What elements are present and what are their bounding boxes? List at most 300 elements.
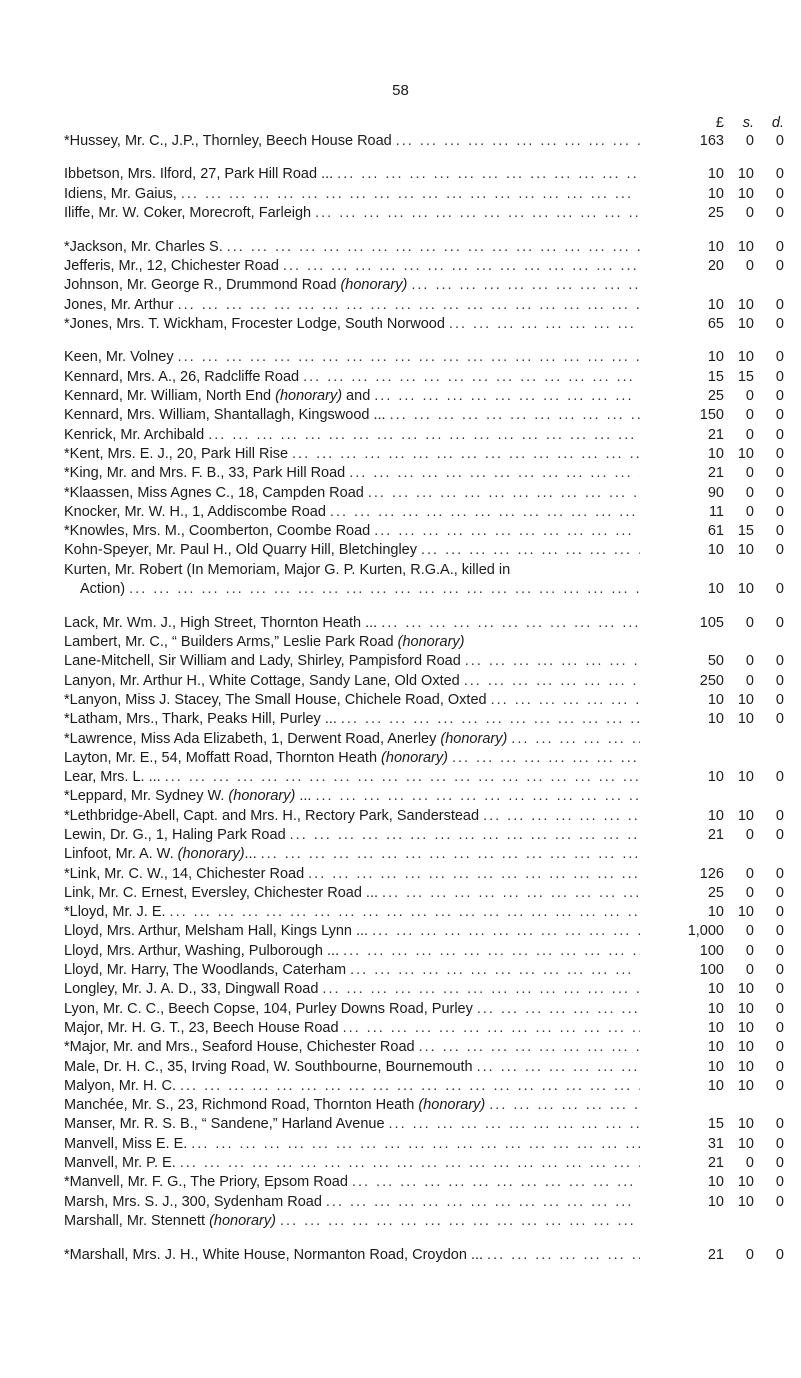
list-item <box>64 444 784 463</box>
entry-name: *Latham, Mrs., Thark, Peaks Hill, Purley ... <box>64 711 337 728</box>
amount <box>640 1194 784 1210</box>
pence-value: 0 <box>775 614 784 631</box>
shillings-value: 10 <box>737 1174 754 1191</box>
shillings-value: 0 <box>745 942 754 959</box>
pence-value: 0 <box>775 1116 784 1133</box>
entry-name: *Lawrence, Miss Ada Elizabeth, 1, Derwent Road, Anerley (honorary) <box>64 730 508 747</box>
amount <box>640 1174 784 1190</box>
amount <box>640 133 784 149</box>
leader-dots <box>315 788 640 804</box>
pence-header: d. <box>771 115 784 131</box>
amount <box>640 485 784 501</box>
leader-dots <box>382 885 640 901</box>
entry-name: Kennard, Mrs. A., 26, Radcliffe Road <box>64 368 300 385</box>
pounds-value: 10 <box>707 1019 724 1036</box>
pence-value: 0 <box>775 1077 784 1094</box>
entry-name: Manser, Mr. R. S. B., “ Sandene,” Harland Avenue <box>64 1116 385 1133</box>
shillings-value: 15 <box>737 523 754 540</box>
list-item <box>64 1018 784 1037</box>
amount <box>640 827 784 843</box>
pounds-value: 10 <box>707 769 724 786</box>
amount <box>640 923 784 939</box>
amount <box>640 1136 784 1152</box>
pence-value: 0 <box>775 368 784 385</box>
subscriber-list <box>64 111 784 1264</box>
list-item <box>64 767 784 786</box>
shillings-value: 10 <box>737 769 754 786</box>
pence-value: 0 <box>775 388 784 405</box>
pounds-value: 10 <box>707 904 724 921</box>
amount <box>640 186 784 202</box>
shillings-value: 10 <box>737 445 754 462</box>
shillings-value: 0 <box>745 484 754 501</box>
pounds-value: 21 <box>707 827 724 843</box>
honorary-note: (honorary) <box>228 788 296 805</box>
pence-value: 0 <box>775 962 784 979</box>
pence-value: 0 <box>775 349 784 366</box>
pounds-value: 10 <box>707 691 724 708</box>
leader-dots <box>343 1020 640 1036</box>
shillings-value: 0 <box>745 204 754 221</box>
list-item <box>64 825 784 844</box>
amount <box>640 962 784 978</box>
pence-value: 0 <box>775 407 784 424</box>
list-item <box>64 184 784 203</box>
pence-value: 0 <box>775 581 784 598</box>
leader-dots <box>170 904 640 920</box>
entry-name: Lambert, Mr. C., “ Builders Arms,” Leslie Park Road (honorary) <box>64 634 465 651</box>
amount <box>640 1001 784 1017</box>
list-item <box>64 406 784 425</box>
pounds-value: 21 <box>707 465 724 482</box>
leader-dots <box>349 465 640 481</box>
pence-value: 0 <box>775 1174 784 1191</box>
list-item <box>64 203 784 222</box>
leader-dots <box>303 369 640 385</box>
list-item <box>64 787 784 806</box>
leader-dots <box>372 923 640 939</box>
amount <box>640 349 784 365</box>
entry-name: Jefferis, Mr., 12, Chichester Road <box>64 257 279 274</box>
list-item <box>64 729 784 748</box>
shillings-value: 0 <box>745 465 754 482</box>
leader-dots <box>290 827 640 843</box>
pence-value: 0 <box>775 981 784 998</box>
pounds-value: 10 <box>707 542 724 559</box>
pounds-value: 90 <box>707 484 724 501</box>
pence-value: 0 <box>775 426 784 443</box>
amount <box>640 981 784 997</box>
pounds-value: 100 <box>699 942 724 959</box>
list-item <box>64 941 784 960</box>
entry-name: Malyon, Mr. H. C. <box>64 1077 176 1094</box>
pence-value: 0 <box>775 1019 784 1036</box>
pence-value: 0 <box>775 1135 784 1152</box>
leader-dots <box>322 981 640 997</box>
amount <box>640 581 784 597</box>
pence-value: 0 <box>775 465 784 482</box>
list-item <box>64 256 784 275</box>
amount <box>640 1039 784 1055</box>
pounds-value: 10 <box>707 445 724 462</box>
list-item <box>64 522 784 541</box>
pounds-value: 163 <box>699 132 724 149</box>
pounds-value: 10 <box>707 1039 724 1056</box>
entry-name: *Kent, Mrs. E. J., 20, Park Hill Rise <box>64 445 289 462</box>
entry-name: Lyon, Mr. C. C., Beech Copse, 104, Purley Downs Road, Purley <box>64 1000 473 1017</box>
pence-value: 0 <box>775 1039 784 1056</box>
pounds-value: 20 <box>707 257 724 274</box>
honorary-note: (honorary) <box>381 749 448 766</box>
honorary-note: (honorary) <box>340 277 408 294</box>
list-item <box>64 671 784 690</box>
leader-dots <box>489 1097 640 1113</box>
list-item <box>64 502 784 521</box>
pence-value: 0 <box>775 503 784 520</box>
pounds-value: 25 <box>707 884 724 901</box>
pounds-value: 1,000 <box>687 923 724 940</box>
shillings-value: 10 <box>737 904 754 921</box>
list-item <box>64 560 784 579</box>
leader-dots <box>374 523 640 539</box>
leader-dots <box>181 186 640 202</box>
entry-name: Iliffe, Mr. W. Coker, Morecroft, Farleigh <box>64 204 312 221</box>
amount <box>640 1247 784 1263</box>
pounds-value: 10 <box>707 1000 724 1017</box>
pounds-value: 10 <box>707 1058 724 1075</box>
entry-name: Kohn-Speyer, Mr. Paul H., Old Quarry Hill, Bletchingley <box>64 542 417 559</box>
pounds-value: 150 <box>699 407 724 424</box>
list-item <box>64 165 784 184</box>
leader-dots <box>368 485 640 501</box>
leader-dots <box>308 866 640 882</box>
pounds-value: 15 <box>707 1116 724 1133</box>
list-item <box>64 1211 784 1230</box>
leader-dots <box>208 427 640 443</box>
list-item <box>64 483 784 502</box>
shillings-value: 0 <box>745 614 754 631</box>
pence-value: 0 <box>775 904 784 921</box>
amount <box>640 205 784 221</box>
shillings-value: 0 <box>745 1155 754 1172</box>
list-item <box>64 1134 784 1153</box>
shillings-value: 0 <box>745 962 754 979</box>
leader-dots <box>477 1059 640 1075</box>
list-item <box>64 367 784 386</box>
entry-name: *King, Mr. and Mrs. F. B., 33, Park Hill Road <box>64 465 346 482</box>
list-item <box>64 1245 784 1264</box>
shillings-value: 10 <box>737 1058 754 1075</box>
list-item <box>64 999 784 1018</box>
pounds-value: 250 <box>699 672 724 689</box>
amount <box>640 388 784 404</box>
shillings-value: 0 <box>745 865 754 882</box>
leader-dots <box>165 769 640 785</box>
pounds-value: 11 <box>708 503 724 520</box>
shillings-value: 10 <box>737 238 754 255</box>
leader-dots <box>374 388 640 404</box>
entry-name: Lloyd, Mrs. Arthur, Washing, Pulborough ... <box>64 942 340 959</box>
amount <box>640 692 784 708</box>
entry-name: Kennard, Mrs. William, Shantallagh, Kingswood ... <box>64 407 386 424</box>
entry-name: Johnson, Mr. George R., Drummond Road (honorary) <box>64 277 408 294</box>
leader-dots <box>343 943 640 959</box>
pence-value: 0 <box>775 807 784 824</box>
entry-name: *Leppard, Mr. Sydney W. (honorary) ... <box>64 788 312 805</box>
pence-value: 0 <box>775 296 784 313</box>
list-item <box>64 806 784 825</box>
amount <box>640 653 784 669</box>
shillings-value: 0 <box>745 407 754 424</box>
shillings-value: 10 <box>737 296 754 313</box>
list-item <box>64 1173 784 1192</box>
leader-dots <box>449 316 640 332</box>
entry-name: *Lloyd, Mr. J. E. <box>64 904 166 921</box>
amount <box>640 166 784 182</box>
honorary-note: (honorary) <box>418 1097 486 1114</box>
pounds-value: 10 <box>707 1193 724 1210</box>
pence-value: 0 <box>775 672 784 689</box>
list-item <box>64 464 784 483</box>
leader-dots <box>227 239 640 255</box>
amount <box>640 465 784 481</box>
honorary-note: (honorary) <box>177 846 245 863</box>
list-item <box>64 579 784 598</box>
pounds-value: 105 <box>699 614 724 631</box>
leader-dots <box>180 1078 640 1094</box>
pence-value: 0 <box>775 238 784 255</box>
pence-value: 0 <box>775 942 784 959</box>
list-item <box>64 883 784 902</box>
leader-dots <box>280 1213 640 1229</box>
amount <box>640 316 784 332</box>
shillings-value: 10 <box>737 981 754 998</box>
list-item <box>64 1153 784 1172</box>
pence-value: 0 <box>775 132 784 149</box>
pounds-value: 10 <box>707 296 724 313</box>
pounds-value: 10 <box>707 581 724 598</box>
amount <box>640 1116 784 1132</box>
entry-name: Idiens, Mr. Gaius, <box>64 185 177 202</box>
entry-name: Male, Dr. H. C., 35, Irving Road, W. Southbourne, Bournemouth <box>64 1058 473 1075</box>
amount <box>640 866 784 882</box>
entry-name: Kurten, Mr. Robert (In Memoriam, Major G. P. Kurten, R.G.A., killed in <box>64 561 511 578</box>
entry-name: Major, Mr. H. G. T., 23, Beech House Road <box>64 1019 339 1036</box>
list-item <box>64 1076 784 1095</box>
pounds-value: 61 <box>707 523 724 540</box>
pounds-header: £ <box>715 115 724 131</box>
amount <box>640 239 784 255</box>
list-item <box>64 541 784 560</box>
pounds-value: 10 <box>707 1077 724 1094</box>
shillings-value: 15 <box>737 368 754 385</box>
honorary-note: (honorary) <box>397 634 465 651</box>
amount <box>640 369 784 385</box>
list-item <box>64 864 784 883</box>
pence-value: 0 <box>775 1246 784 1263</box>
pounds-value: 10 <box>707 1174 724 1191</box>
list-item <box>64 1057 784 1076</box>
entry-name: Link, Mr. C. Ernest, Eversley, Chichester Road ... <box>64 884 379 901</box>
leader-dots <box>180 1155 640 1171</box>
leader-dots <box>341 711 640 727</box>
pounds-value: 100 <box>699 962 724 979</box>
shillings-value: 10 <box>737 1019 754 1036</box>
entry-name: *Link, Mr. C. W., 14, Chichester Road <box>64 865 305 882</box>
list-item <box>64 613 784 632</box>
leader-dots <box>389 1116 640 1132</box>
shillings-value: 10 <box>737 1135 754 1152</box>
entry-name: Manchée, Mr. S., 23, Richmond Road, Thornton Heath (honorary) <box>64 1097 486 1114</box>
shillings-value: 10 <box>737 1000 754 1017</box>
pence-value: 0 <box>775 185 784 202</box>
shillings-value: 10 <box>737 185 754 202</box>
shillings-value: 0 <box>745 827 754 843</box>
pounds-value: 10 <box>707 807 724 824</box>
shillings-header: s. <box>742 115 754 131</box>
leader-dots <box>465 653 640 669</box>
shillings-value: 0 <box>745 653 754 670</box>
amount <box>640 673 784 689</box>
shillings-value: 0 <box>745 388 754 405</box>
pence-value: 0 <box>775 923 784 940</box>
entry-name: *Lethbridge-Abell, Capt. and Mrs. H., Rectory Park, Sanderstead <box>64 807 480 824</box>
leader-dots <box>411 277 640 293</box>
entry-name: Lloyd, Mr. Harry, The Woodlands, Caterham <box>64 962 347 979</box>
amount <box>640 297 784 313</box>
leader-dots <box>452 750 640 766</box>
entry-name: Lanyon, Mr. Arthur H., White Cottage, Sandy Lane, Old Oxted <box>64 672 460 689</box>
pence-value: 0 <box>775 204 784 221</box>
shillings-value: 0 <box>745 257 754 274</box>
amount <box>640 1059 784 1075</box>
entry-name: Action) <box>80 581 126 598</box>
leader-dots <box>483 808 640 824</box>
pounds-value: 10 <box>707 185 724 202</box>
list-item <box>64 710 784 729</box>
pounds-value: 65 <box>707 315 724 332</box>
pence-value: 0 <box>775 315 784 332</box>
leader-dots <box>464 673 640 689</box>
leader-dots <box>381 615 640 631</box>
entry-name: *Jackson, Mr. Charles S. <box>64 238 223 255</box>
entry-name: *Hussey, Mr. C., J.P., Thornley, Beech House Road <box>64 132 392 149</box>
shillings-value: 10 <box>737 711 754 728</box>
entry-name: *Marshall, Mrs. J. H., White House, Normanton Road, Croydon ... <box>64 1246 484 1263</box>
shillings-value: 10 <box>737 1116 754 1133</box>
amount <box>640 904 784 920</box>
entry-name: *Jones, Mrs. T. Wickham, Frocester Lodge, South Norwood <box>64 315 445 332</box>
leader-dots <box>491 692 640 708</box>
entry-name: *Klaassen, Miss Agnes C., 18, Campden Road <box>64 484 364 501</box>
leader-dots <box>178 349 640 365</box>
leader-dots <box>352 1174 640 1190</box>
pence-value: 0 <box>775 711 784 728</box>
pounds-value: 10 <box>707 981 724 998</box>
pounds-value: 50 <box>707 653 724 670</box>
entry-name: Kennard, Mr. William, North End (honorary) and <box>64 388 371 405</box>
pence-value: 0 <box>775 542 784 559</box>
pence-value: 0 <box>775 166 784 183</box>
leader-dots <box>330 504 640 520</box>
leader-dots <box>390 407 640 423</box>
pence-value: 0 <box>775 1000 784 1017</box>
list-item <box>64 295 784 314</box>
pounds-value: 25 <box>707 388 724 405</box>
shillings-value: 10 <box>737 315 754 332</box>
pounds-value: 10 <box>707 166 724 183</box>
shillings-value: 0 <box>745 1246 754 1263</box>
pence-value: 0 <box>775 769 784 786</box>
list-item <box>64 348 784 367</box>
amount <box>640 523 784 539</box>
list-item <box>64 1096 784 1115</box>
entry-name: Marsh, Mrs. S. J., 300, Sydenham Road <box>64 1193 322 1210</box>
leader-dots <box>477 1001 640 1017</box>
pence-value: 0 <box>775 523 784 540</box>
amount <box>640 885 784 901</box>
list-item <box>64 276 784 295</box>
entry-name: Keen, Mr. Volney <box>64 349 174 366</box>
shillings-value: 0 <box>745 923 754 940</box>
pounds-value: 25 <box>707 204 724 221</box>
entry-name: Manvell, Miss E. E. <box>64 1135 188 1152</box>
pounds-value: 10 <box>707 711 724 728</box>
leader-dots <box>350 962 640 978</box>
entry-name: Lear, Mrs. L. ... <box>64 769 161 786</box>
list-item <box>64 1192 784 1211</box>
entry-name: Kenrick, Mr. Archibald <box>64 426 205 443</box>
amount <box>640 407 784 423</box>
amount <box>640 1078 784 1094</box>
shillings-value: 10 <box>737 807 754 824</box>
leader-dots <box>419 1039 640 1055</box>
list-item <box>64 1115 784 1134</box>
entry-name: Jones, Mr. Arthur <box>64 296 174 313</box>
amount <box>640 615 784 631</box>
list-item <box>64 1038 784 1057</box>
amount <box>640 808 784 824</box>
pence-value: 0 <box>775 257 784 274</box>
honorary-note: (honorary) <box>275 388 343 405</box>
leader-dots <box>326 1194 640 1210</box>
entry-name: Ibbetson, Mrs. Ilford, 27, Park Hill Road ... <box>64 166 334 183</box>
leader-dots <box>283 258 640 274</box>
entry-name: Lack, Mr. Wm. J., High Street, Thornton Heath ... <box>64 614 378 631</box>
leader-dots <box>292 446 640 462</box>
shillings-value: 10 <box>737 166 754 183</box>
pounds-value: 31 <box>707 1135 724 1152</box>
leader-dots <box>511 731 640 747</box>
amount <box>640 711 784 727</box>
pence-value: 0 <box>775 484 784 501</box>
shillings-value: 10 <box>737 691 754 708</box>
amount <box>640 427 784 443</box>
entry-name: Manvell, Mr. P. E. <box>64 1155 176 1172</box>
pounds-value: 21 <box>707 1155 724 1172</box>
leader-dots <box>261 846 640 862</box>
amount <box>640 446 784 462</box>
list-item <box>64 748 784 767</box>
list-item <box>64 632 784 651</box>
pence-value: 0 <box>775 1193 784 1210</box>
list-item <box>64 386 784 405</box>
shillings-value: 0 <box>745 672 754 689</box>
pence-value: 0 <box>775 865 784 882</box>
pence-value: 0 <box>775 827 784 843</box>
entry-name: *Major, Mr. and Mrs., Seaford House, Chichester Road <box>64 1039 415 1056</box>
entry-name: Marshall, Mr. Stennett (honorary) <box>64 1212 276 1229</box>
